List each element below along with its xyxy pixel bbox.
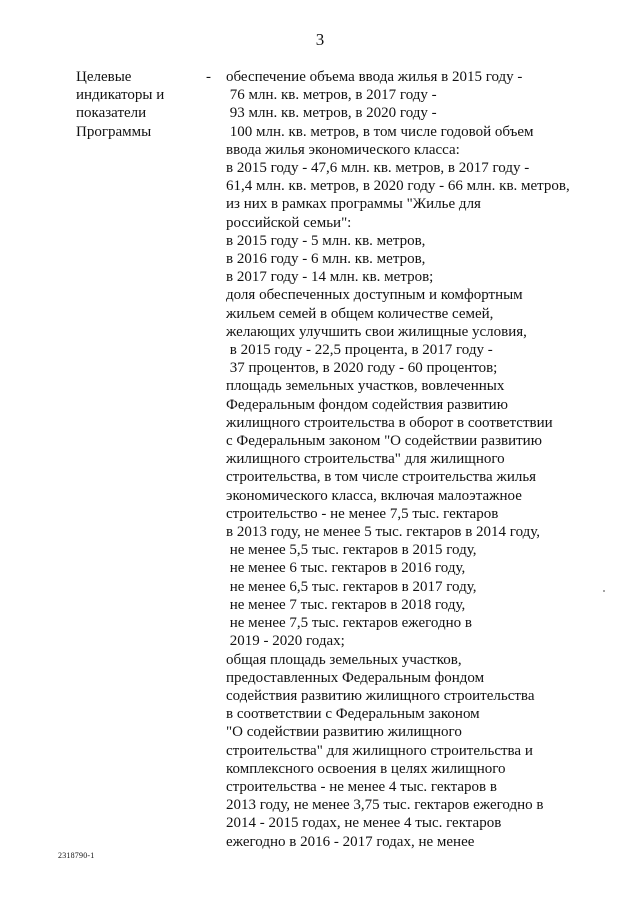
text-line: 61,4 млн. кв. метров, в 2020 году - 66 млн. кв. метров, [226,178,570,195]
text-line: "О содействии развитию жилищного [226,724,462,741]
text-line: в 2017 году - 14 млн. кв. метров; [226,269,434,286]
text-line: общая площадь земельных участков, [226,651,462,668]
text-line: комплексного освоения в целях жилищного [226,760,506,777]
text-line: экономического класса, включая малоэтажное [226,487,522,504]
document-code: 2318790-1 [58,851,95,860]
text-line: жилищного строительства" для жилищного [226,451,505,468]
text-line: не менее 7,5 тыс. гектаров ежегодно в [226,615,472,632]
scan-speck [603,590,605,592]
row-label [76,68,196,141]
text-line: не менее 7 тыс. гектаров в 2018 году, [226,596,466,613]
text-line: в 2015 году - 5 млн. кв. метров, [226,232,426,249]
text-line: 2019 - 2020 годах; [226,633,345,650]
page-number: 3 [315,30,325,49]
text-line: ежегодно в 2016 - 2017 годах, не менее [226,833,475,850]
row-label-line: Программы [76,123,152,140]
text-line: российской семьи": [226,214,352,231]
text-line: обеспечение объема ввода жилья в 2015 году - [226,69,523,85]
text-line: 100 млн. кв. метров, в том числе годовой объем [226,123,534,140]
text-line: в 2013 году, не менее 5 тыс. гектаров в 2014 году, [226,524,541,541]
text-line: 93 млн. кв. метров, в 2020 году - [226,105,437,122]
text-line: в соответствии с Федеральным законом [226,706,480,723]
text-line: 37 процентов, в 2020 году - 60 процентов; [226,360,498,377]
text-line: в 2016 году - 6 млн. кв. метров, [226,251,426,268]
text-line: строительства, в том числе строительства жилья [226,469,537,486]
text-line: доля обеспеченных доступным и комфортным [226,287,523,304]
text-line: содействия развитию жилищного строительства [226,687,535,704]
text-line: жильем семей в общем количестве семей, [226,305,494,322]
text-line: ввода жилья экономического класса: [226,141,460,158]
text-line: желающих улучшить свои жилищные условия, [226,323,527,340]
text-line: 2013 году, не менее 3,75 тыс. гектаров ежегодно в [226,797,544,814]
text-line: не менее 6 тыс. гектаров в 2016 году, [226,560,466,577]
row-label-line: Целевые [76,69,132,85]
text-line: из них в рамках программы "Жилье для [226,196,481,213]
indicator-text [226,68,616,851]
text-line: строительства - не менее 4 тыс. гектаров в [226,778,497,795]
text-line: в 2015 году - 47,6 млн. кв. метров, в 2017 году - [226,160,530,177]
row-label-line: индикаторы и [76,87,165,104]
text-line: 76 млн. кв. метров, в 2017 году - [226,87,437,104]
text-line: не менее 6,5 тыс. гектаров в 2017 году, [226,578,477,595]
text-line: строительство - не менее 7,5 тыс. гектаров [226,505,499,522]
text-line: площадь земельных участков, вовлеченных [226,378,505,395]
text-line: в 2015 году - 22,5 процента, в 2017 году - [226,342,493,359]
text-line: с Федеральным законом "О содействии развитию [226,433,542,450]
text-line: жилищного строительства в оборот в соответствии [226,414,553,431]
separator-dash: - [206,69,211,85]
row-label-line: показатели [76,105,147,122]
text-line: строительства" для жилищного строительства и [226,742,533,759]
text-line: предоставленных Федеральным фондом [226,669,485,686]
text-line: не менее 5,5 тыс. гектаров в 2015 году, [226,542,477,559]
text-line: 2014 - 2015 годах, не менее 4 тыс. гектаров [226,815,502,832]
text-line: Федеральным фондом содействия развитию [226,396,508,413]
